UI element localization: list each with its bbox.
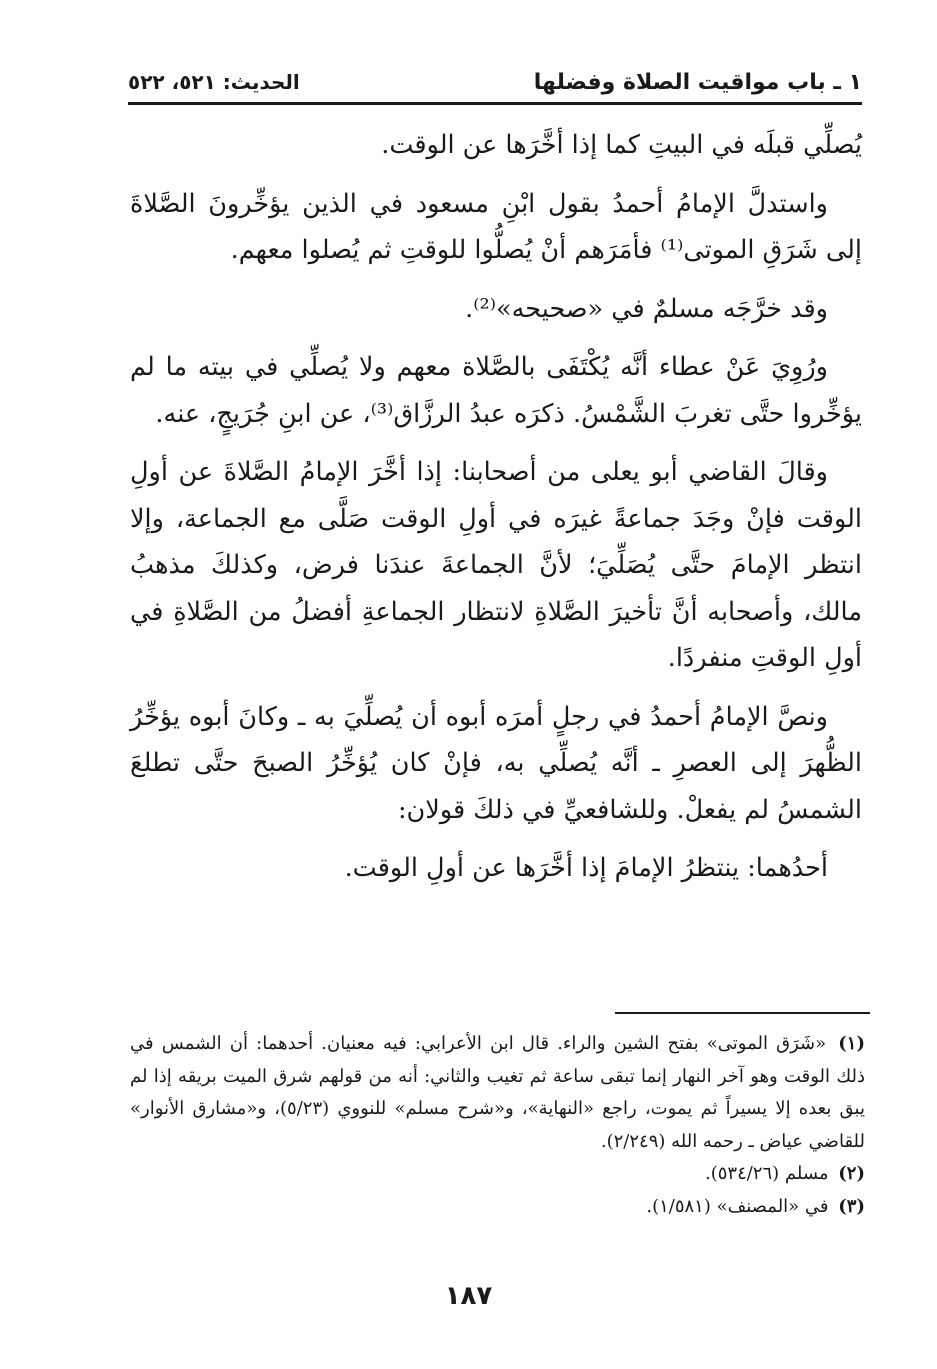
footnote-divider	[615, 1012, 870, 1014]
footnotes	[130, 1028, 865, 1223]
footnote-text: مسلم (٥٣٤/٢٦).	[704, 1163, 829, 1184]
footnote-number: (٣)	[838, 1195, 865, 1217]
paragraph: ونصَّ الإمامُ أحمدُ في رجلٍ أمرَه أبوه أن يُصلِّيَ به ـ وكانَ أبوه يؤخِّرُ الظُّهرَ إلى العصرِ ـ أنَّه يُصلِّي به، فإنْ كان يُؤخِّرُ الصبحَ حتَّى تطلعَ الشمسُ لم يفعلْ. وللشافعيِّ في ذلكَ قولان:	[130, 701, 862, 825]
footnote-text: في «المصنف» (١/٥٨١).	[646, 1195, 829, 1217]
footnote-number: (٢)	[838, 1163, 865, 1184]
paragraph: وقد خرَّجَه مسلمٌ في «صحيحه»⁽²⁾.	[465, 293, 828, 324]
paragraph: يُصلِّي قبلَه في البيتِ كما إذا أخَّرَها عن الوقت.	[381, 130, 862, 160]
chapter-title: ١ ـ باب مواقيت الصلاة وفضلها	[533, 69, 862, 95]
footnote-number: (١)	[838, 1033, 865, 1054]
page-number: ١٨٧	[444, 1281, 493, 1311]
hadith-reference: الحديث: ٥٢١، ٥٢٢	[128, 70, 300, 94]
footnote	[130, 1158, 865, 1191]
footnote-text: «شَرَق الموتى» بفتح الشين والراء. قال ابن الأعرابي: فيه معنيان. أحدهما: أن الشمس في ذلك الوقت وهو آخر النهار إنما تبقى ساعة ثم تغيب والثاني: أنه من قولهم شرق الميت بريقه إذا لم يبق بعده إلا يسيراً ثم يموت، راجع «النهاية»، و«شرح مسلم» للنووي (٥/٢٣)، و«مشارق الأنوار» للقاضي عياض ـ رحمه الله (٢/٢٤٩).	[130, 1033, 865, 1152]
main-text	[130, 122, 862, 904]
paragraph: وقالَ القاضي أبو يعلى من أصحابنا: إذا أخَّرَ الإمامُ الصَّلاةَ عن أولِ الوقت فإنْ وجَدَ جماعةً غيرَه في أولِ الوقت صَلَّى مع الجماعة، وإلا انتظر الإمامَ حتَّى يُصَلِّيَ؛ لأنَّ الجماعةَ عندَنا فرض، وكذلكَ مذهبُ مالك، وأصحابه أنَّ تأخيرَ الصَّلاةِ لانتظار الجماعةِ أفضلُ من الصَّلاةِ في أولِ الوقتِ منفردًا.	[130, 457, 862, 673]
paragraph: واستدلَّ الإمامُ أحمدُ بقول ابْنِ مسعود في الذين يؤخِّرونَ الصَّلاةَ إلى شَرَقِ الموتى⁽¹⁾ فأمَرَهم أنْ يُصلُّوا للوقتِ ثم يُصلوا معهم.	[130, 188, 862, 265]
paragraph: ورُوِيَ عَنْ عطاء أنَّه يُكْتَفَى بالصَّلاة معهم ولا يُصلِّي في بيته ما لم يؤخِّروا حتَّى تغربَ الشَّمْسُ. ذكرَه عبدُ الرزَّاق⁽³⁾، عن ابنِ جُرَيجٍ، عنه.	[130, 352, 862, 429]
footnote	[130, 1191, 865, 1224]
running-header	[128, 62, 862, 105]
paragraph: أحدُهما: ينتظرُ الإمامَ إذا أخَّرَها عن أولِ الوقت.	[344, 853, 828, 883]
footnote	[130, 1028, 865, 1158]
